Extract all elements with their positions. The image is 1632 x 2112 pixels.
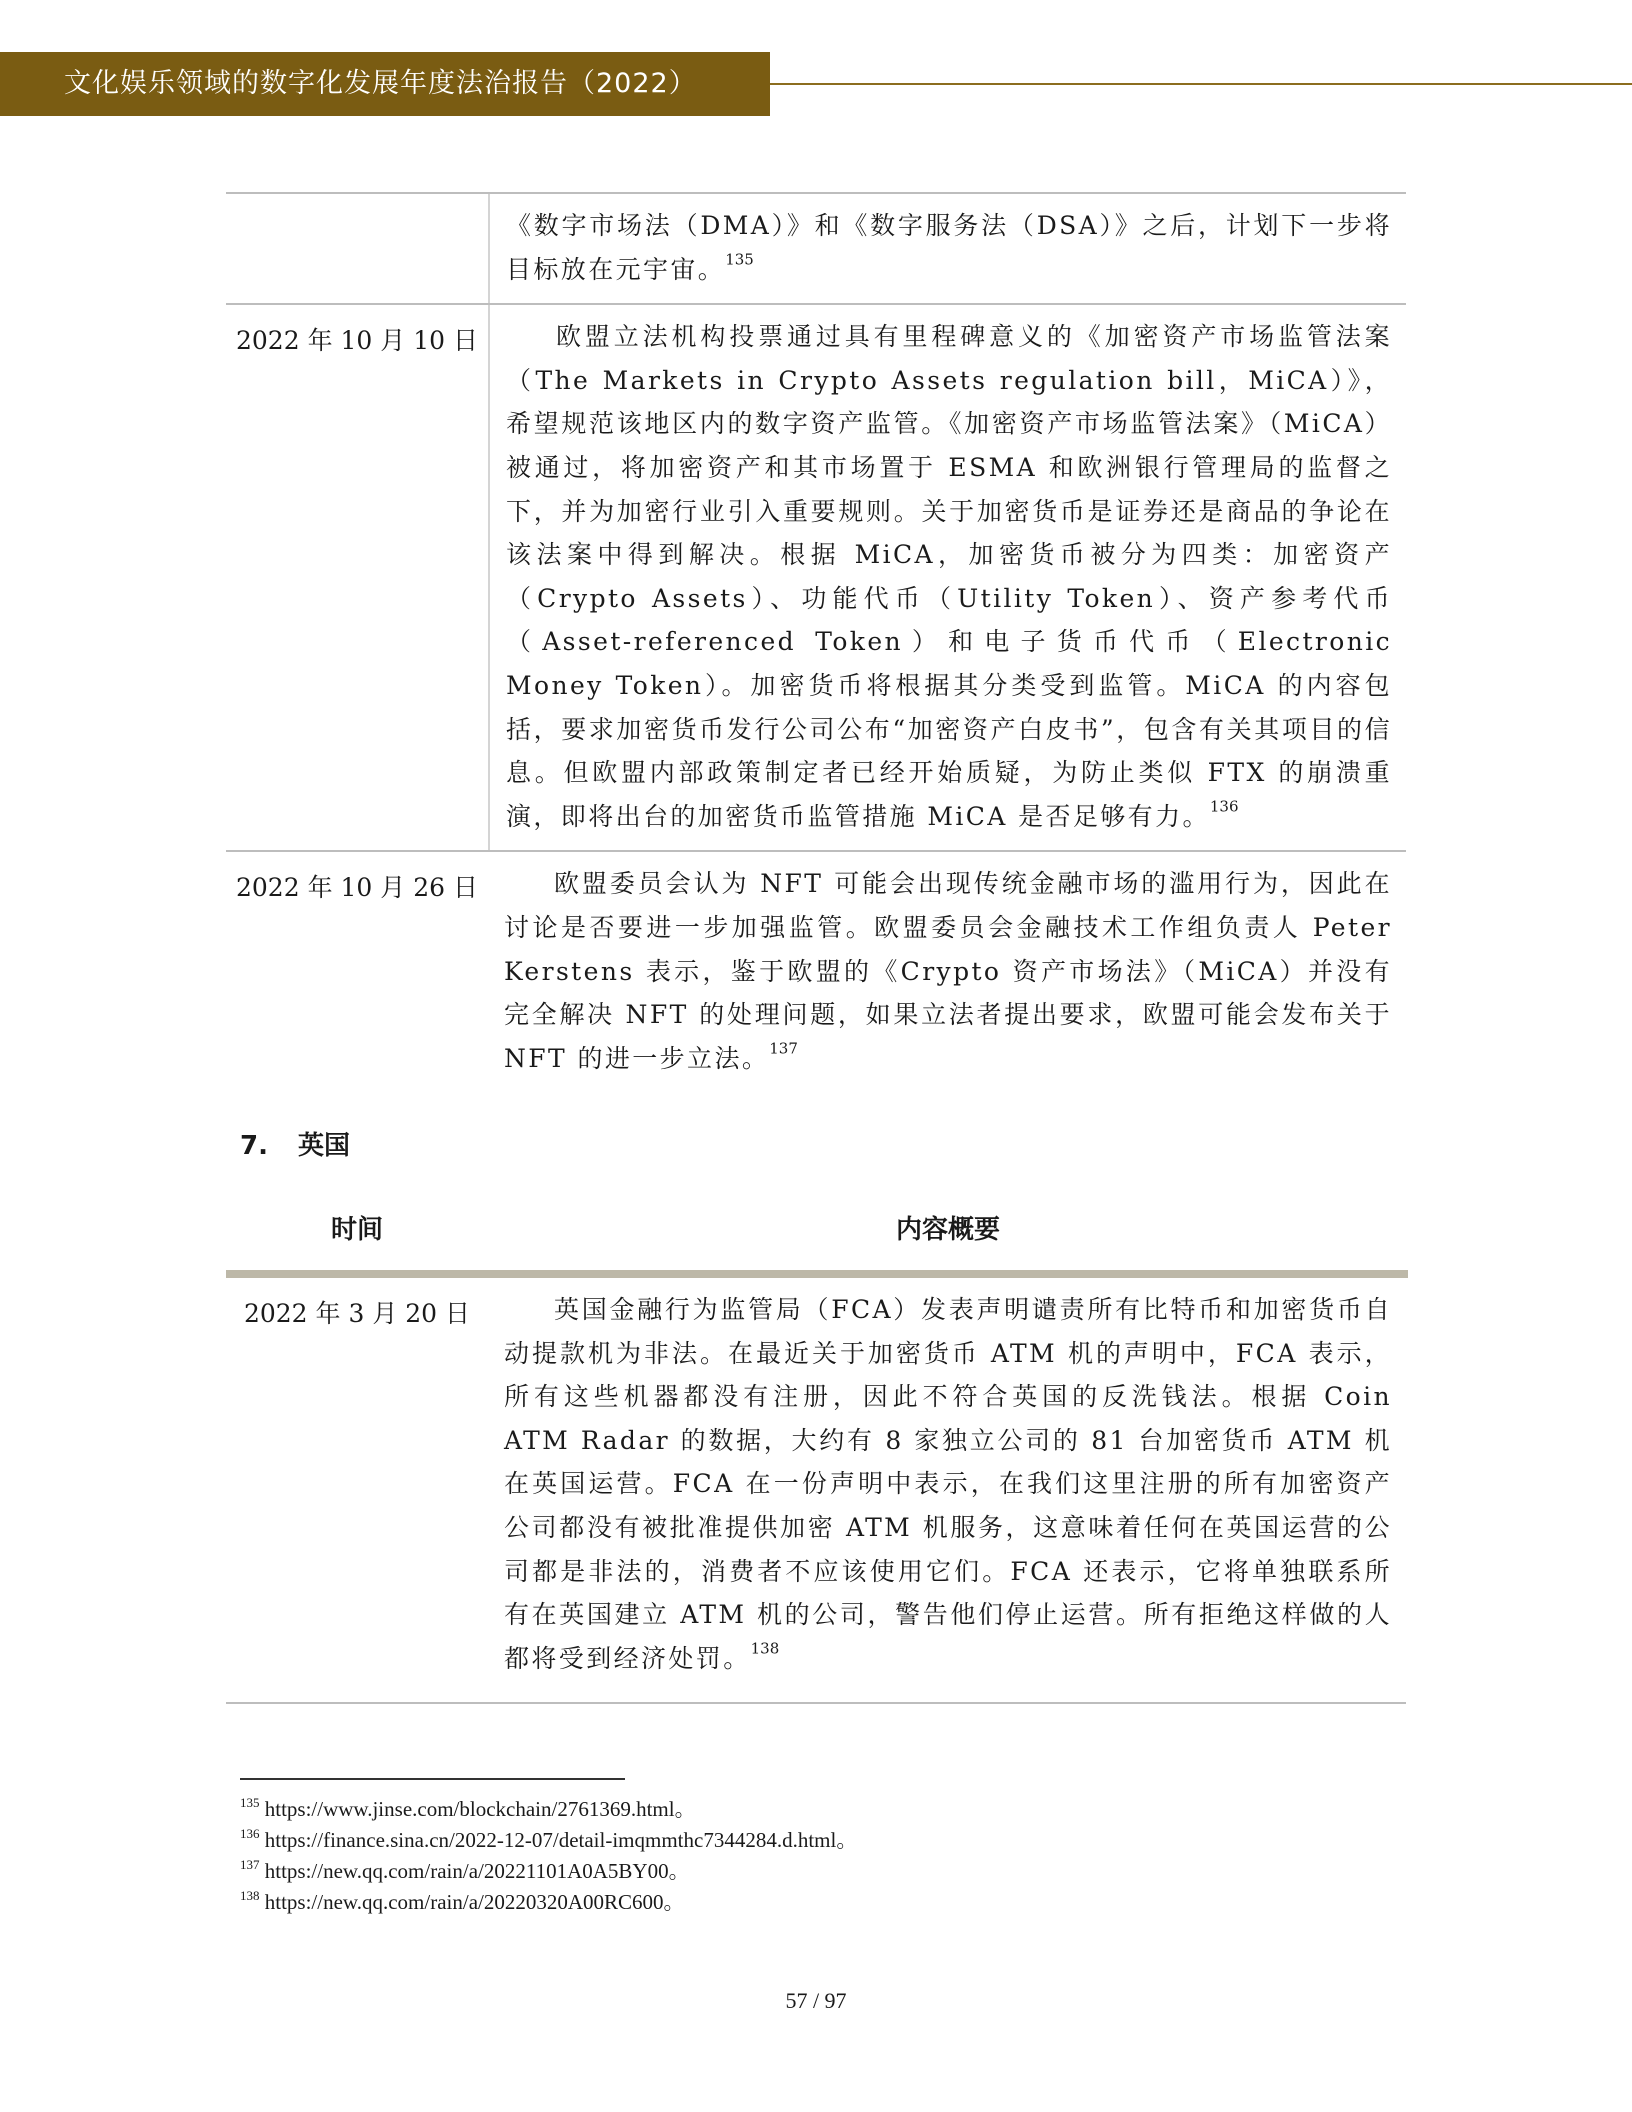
column-header-time: 时间: [330, 1215, 383, 1245]
running-header-title: 文化娱乐领域的数字化发展年度法治报告（2022）: [64, 68, 697, 99]
row-text: 英国金融行为监管局（FCA）发表声明谴责所有比特币和加密货币自动提款机为非法。在最近关于加密货币 ATM 机的声明中，FCA 表示，所有这些机器都没有注册，因此不符合英国的反洗钱法。根据 Coin ATM Radar 的数据，大约有 8 家独立公司的 81 台加密货币 ATM 机在英国运营。FCA 在一份声明中表示，在我们这里注册的所有加密资产公司都没有被批准提供加密 ATM 机服务，这意味着任何在英国运营的公司都是非法的，消费者不应该使用它们。FCA 还表示，它将单独联系所有在英国建立 ATM 机的公司，警告他们停止运营。所有拒绝这样做的人都将受到经济处罚。: [504, 1295, 1392, 1673]
footnote-rule: [240, 1778, 625, 1780]
footnote-ref[interactable]: 137: [769, 1039, 798, 1058]
footnote-number: 136: [240, 1825, 260, 1841]
footnote-link[interactable]: https://finance.sina.cn/2022-12-07/detail-imqmmthc7344284.d.html。: [264, 1828, 858, 1852]
row-text: 欧盟委员会认为 NFT 可能会出现传统金融市场的滥用行为，因此在讨论是否要进一步加强监管。欧盟委员会金融技术工作组负责人 Peter Kerstens 表示，鉴于欧盟的《Crypto 资产市场法》（MiCA）并没有完全解决 NFT 的处理问题，如果立法者提出要求，欧盟可能会发布关于 NFT 的进一步立法。: [504, 869, 1392, 1073]
row-content: [488, 1278, 1406, 1702]
table-row: [226, 1278, 1406, 1704]
footnote-number: 138: [240, 1887, 260, 1903]
uk-table: [226, 1278, 1406, 1704]
section-number: 7.: [240, 1131, 268, 1161]
footnote-ref[interactable]: 136: [1209, 797, 1239, 816]
table-header: [226, 1200, 1408, 1270]
table-header-rule: [226, 1270, 1408, 1278]
footnote-number: 137: [240, 1856, 260, 1872]
footnotes: [240, 1794, 857, 1918]
row-content: [488, 194, 1406, 303]
footnote-ref[interactable]: 138: [750, 1639, 780, 1658]
row-date: 2022 年 3 月 20 日: [243, 1299, 471, 1328]
row-date: [226, 194, 488, 303]
header-rule: [770, 83, 1632, 85]
footnote-link[interactable]: https://new.qq.com/rain/a/20221101A0A5BY00。: [264, 1859, 690, 1883]
footnote-ref[interactable]: 135: [725, 250, 754, 269]
footnote-number: 135: [240, 1794, 260, 1810]
row-content: [488, 852, 1406, 1092]
row-date: 2022 年 10 月 26 日: [236, 873, 478, 903]
footnote-item: [240, 1887, 857, 1918]
eu-table: [226, 192, 1406, 1092]
table-row: [226, 852, 1406, 1092]
row-text: 《数字市场法（DMA）》和《数字服务法（DSA）》之后，计划下一步将目标放在元宇宙。: [506, 211, 1392, 284]
row-date: 2022 年 10 月 10 日: [236, 326, 478, 356]
footnote-link[interactable]: https://www.jinse.com/blockchain/2761369.html。: [264, 1797, 696, 1821]
section-heading: [240, 1125, 350, 1162]
table-row: [226, 305, 1406, 852]
table-row: [226, 192, 1406, 305]
footnote-link[interactable]: https://new.qq.com/rain/a/20220320A00RC600。: [264, 1890, 685, 1914]
row-text: 欧盟立法机构投票通过具有里程碑意义的《加密资产市场监管法案（The Markets in Crypto Assets regulation bill，MiCA）》，希望规范该地区内的数字资产监管。《加密资产市场监管法案》（MiCA）被通过，将加密资产和其市场置于 ESMA 和欧洲银行管理局的监督之下，并为加密行业引入重要规则。关于加密货币是证券还是商品的争论在该法案中得到解决。根据 MiCA，加密货币被分为四类：加密资产（Crypto Assets）、功能代币（Utility Token）、资产参考代币（Asset-referenced Token）和电子货币代币（Electronic Money Token）。加密货币将根据其分类受到监管。MiCA 的内容包括，要求加密货币发行公司公布“加密资产白皮书”，包含有关其项目的信息。但欧盟内部政策制定者已经开始质疑，为防止类似 FTX 的崩溃重演，即将出台的加密货币监管措施 MiCA 是否足够有力。: [506, 322, 1392, 831]
footnote-item: [240, 1794, 857, 1825]
row-content: [488, 305, 1406, 850]
column-header-summary: 内容概要: [895, 1215, 1000, 1245]
page-number: 57 / 97: [785, 1988, 847, 2013]
footnote-item: [240, 1856, 857, 1887]
footnote-item: [240, 1825, 857, 1856]
section-title: 英国: [298, 1131, 351, 1161]
